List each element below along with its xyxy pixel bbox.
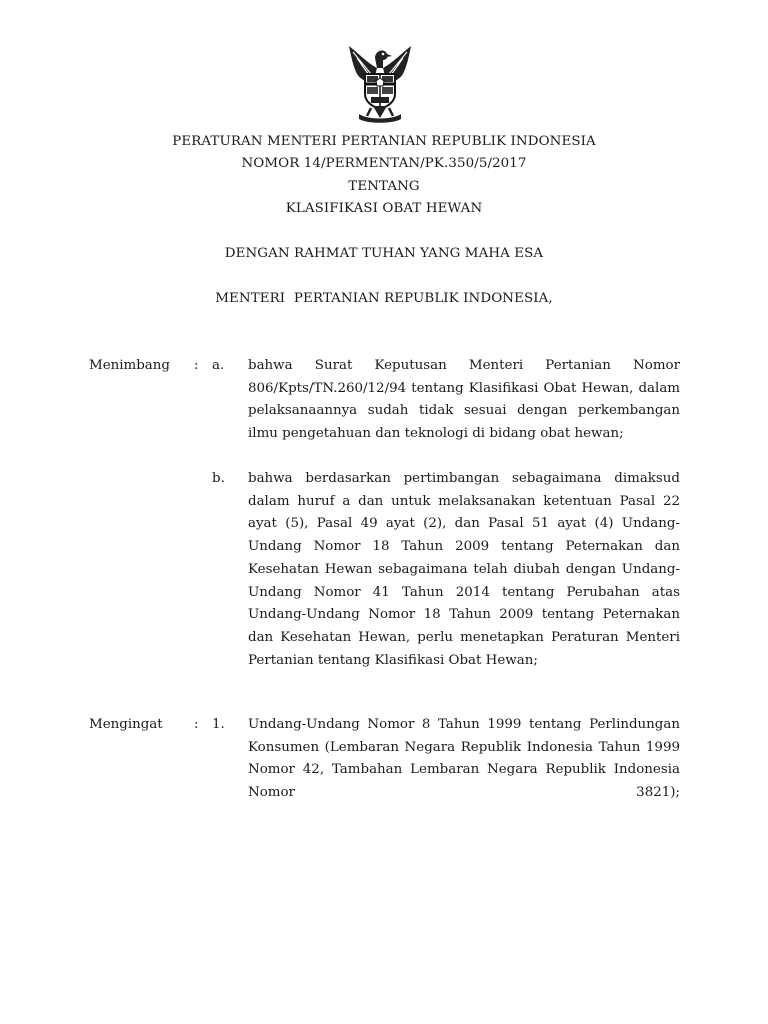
mengingat-label: Mengingat bbox=[89, 717, 163, 732]
regulation-title: PERATURAN MENTERI PERTANIAN REPUBLIK INDONESIA bbox=[172, 134, 596, 149]
menimbang-marker-b: b. bbox=[212, 471, 225, 486]
menimbang-label: Menimbang bbox=[89, 358, 170, 373]
mengingat-marker-1: 1. bbox=[212, 717, 225, 732]
mengingat-item-1: Undang-Undang Nomor 8 Tahun 1999 tentang Perlindungan Konsumen (Lembaran Negara Republik Indonesia Tahun 1999 Nomor 42, Tambahan Lembaran Negara Republik Indonesia Nomor 3821); bbox=[248, 717, 680, 801]
regulation-about: TENTANG bbox=[348, 179, 420, 194]
mengingat-colon: : bbox=[194, 717, 199, 732]
issuer: MENTERI PERTANIAN REPUBLIK INDONESIA, bbox=[215, 291, 553, 306]
regulation-subject: KLASIFIKASI OBAT HEWAN bbox=[285, 201, 483, 216]
regulation-number: NOMOR 14/PERMENTAN/PK.350/5/2017 bbox=[241, 156, 527, 171]
menimbang-marker-a: a. bbox=[212, 358, 225, 373]
menimbang-item-a: bahwa Surat Keputusan Menteri Pertanian Nomor 806/Kpts/TN.260/12/94 tentang Klasifikasi Obat Hewan, dalam pelaksanaannya sudah tidak sesuai dengan perkembangan ilmu pengetahuan dan teknologi di bidang obat hewan; bbox=[248, 358, 680, 442]
menimbang-item-b: bahwa berdasarkan pertimbangan sebagaimana dimaksud dalam huruf a dan untuk melaksanakan ketentuan Pasal 22 ayat (5), Pasal 49 ayat (2), dan Pasal 51 ayat (4) Undang-Undang Nomor 18 Tahun 2009 tentang Peternakan dan Kesehatan Hewan sebagaimana telah diubah dengan Undang-Undang Nomor 41 Tahun 2014 tentang Perubahan atas Undang-Undang Nomor 18 Tahun 2009 tentang Peternakan dan Kesehatan Hewan, perlu menetapkan Peraturan Menteri Pertanian tentang Klasifikasi Obat Hewan; bbox=[248, 471, 680, 668]
invocation: DENGAN RAHMAT TUHAN YANG MAHA ESA bbox=[224, 246, 544, 261]
garuda-pancasila-emblem-icon bbox=[337, 38, 423, 124]
menimbang-colon: : bbox=[194, 358, 199, 373]
